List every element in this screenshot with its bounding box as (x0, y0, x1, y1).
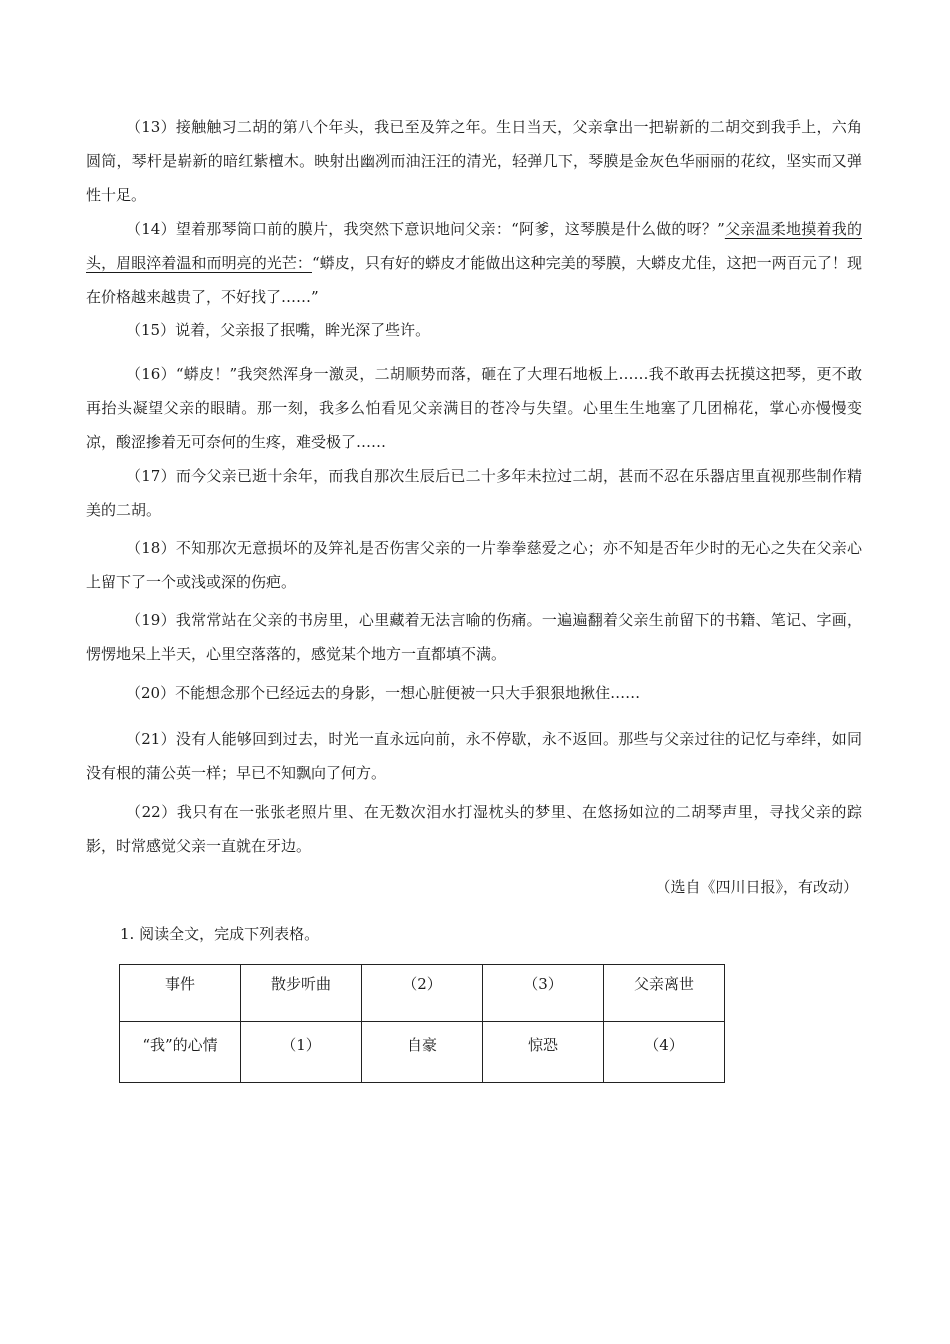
underlined-sentence: 父亲温柔地摸着我的头，眉眼淬着温和而明亮的光芒： (86, 220, 862, 272)
paragraph-number: （17） (126, 467, 176, 485)
paragraph-text: “蟒皮！”我突然浑身一激灵，二胡顺势而落，砸在了大理石地板上……我不敢再去抚摸这把琴，更不敢再抬头凝望父亲的眼睛。那一刻，我多么怕看见父亲满目的苍冷与失望。心里生生地塞了几团棉花，掌心亦慢慢变凉，酸涩掺着无可奈何的生疼，难受极了…… (86, 365, 862, 451)
paragraph-number: （16） (126, 365, 176, 383)
paragraph-18 (86, 531, 862, 599)
paragraph-14 (86, 212, 862, 314)
answer-table (119, 964, 725, 1083)
paragraph-16 (86, 357, 862, 459)
paragraph-15 (86, 313, 862, 347)
paragraph-text: 而今父亲已逝十余年，而我自那次生辰后已二十多年未拉过二胡，甚而不忍在乐器店里直视那些制作精美的二胡。 (86, 467, 862, 519)
paragraph-number: （21） (126, 730, 176, 748)
paragraph-number: （18） (126, 539, 176, 557)
source-citation: （选自《四川日报》，有改动） (655, 878, 858, 896)
paragraph-text: 我常常站在父亲的书房里，心里藏着无法言喻的伤痛。一遍遍翻着父亲生前留下的书籍、笔记、字画，愣愣地呆上半天，心里空落落的，感觉某个地方一直都填不满。 (86, 611, 862, 663)
table-row (120, 965, 725, 1022)
question-1: 1. 阅读全文，完成下列表格。 (120, 925, 320, 943)
table-cell: （1） (241, 1022, 362, 1083)
table-cell: “我”的心情 (120, 1022, 241, 1083)
table-cell: 父亲离世 (604, 965, 725, 1022)
table-cell: 散步听曲 (241, 965, 362, 1022)
paragraph-number: （15） (126, 321, 176, 339)
paragraph-19 (86, 603, 862, 671)
table-cell: 事件 (120, 965, 241, 1022)
table-row (120, 1022, 725, 1083)
paragraph-text: 不知那次无意损坏的及笄礼是否伤害父亲的一片拳拳慈爱之心；亦不知是否年少时的无心之失在父亲心上留下了一个或浅或深的伤疤。 (86, 539, 862, 591)
paragraph-text: 我只有在一张张老照片里、在无数次泪水打湿枕头的梦里、在悠扬如泣的二胡琴声里，寻找父亲的踪影，时常感觉父亲一直就在牙边。 (86, 803, 862, 855)
paragraph-13 (86, 110, 862, 212)
table-cell: （3） (483, 965, 604, 1022)
paragraph-text: “蟒皮，只有好的蟒皮才能做出这种完美的琴膜，大蟒皮尤佳，这把一两百元了！现在价格越来越贵了，不好找了……” (86, 254, 862, 306)
paragraph-20 (86, 676, 862, 710)
paragraph-number: （19） (126, 611, 176, 629)
table-cell: （4） (604, 1022, 725, 1083)
paragraph-number: （13） (126, 118, 176, 136)
table-cell: 惊恐 (483, 1022, 604, 1083)
paragraph-number: （14） (126, 220, 176, 238)
paragraph-number: （20） (126, 684, 176, 702)
paragraph-text: 望着那琴筒口前的膜片，我突然下意识地问父亲：“阿爹，这琴膜是什么做的呀？” (175, 220, 725, 238)
paragraph-17 (86, 459, 862, 527)
table-cell: （2） (362, 965, 483, 1022)
paragraph-21 (86, 722, 862, 790)
paragraph-text: 接触触习二胡的第八个年头，我已至及笄之年。生日当天，父亲拿出一把崭新的二胡交到我手上，六角圆筒，琴杆是崭新的暗红紫檀木。映射出幽冽而油汪汪的清光，轻弹几下，琴膜是金灰色华丽丽的花纹，坚实而又弹性十足。 (86, 118, 862, 204)
paragraph-22 (86, 795, 862, 863)
paragraph-number: （22） (126, 803, 177, 821)
paragraph-text: 没有人能够回到过去，时光一直永远向前，永不停歇，永不返回。那些与父亲过往的记忆与牵绊，如同没有根的蒲公英一样；早已不知飘向了何方。 (86, 730, 862, 782)
paragraph-text: 不能想念那个已经远去的身影，一想心脏便被一只大手狠狠地揪住…… (175, 684, 641, 702)
table-cell: 自豪 (362, 1022, 483, 1083)
paragraph-text: 说着，父亲报了抿嘴，眸光深了些许。 (175, 321, 431, 339)
